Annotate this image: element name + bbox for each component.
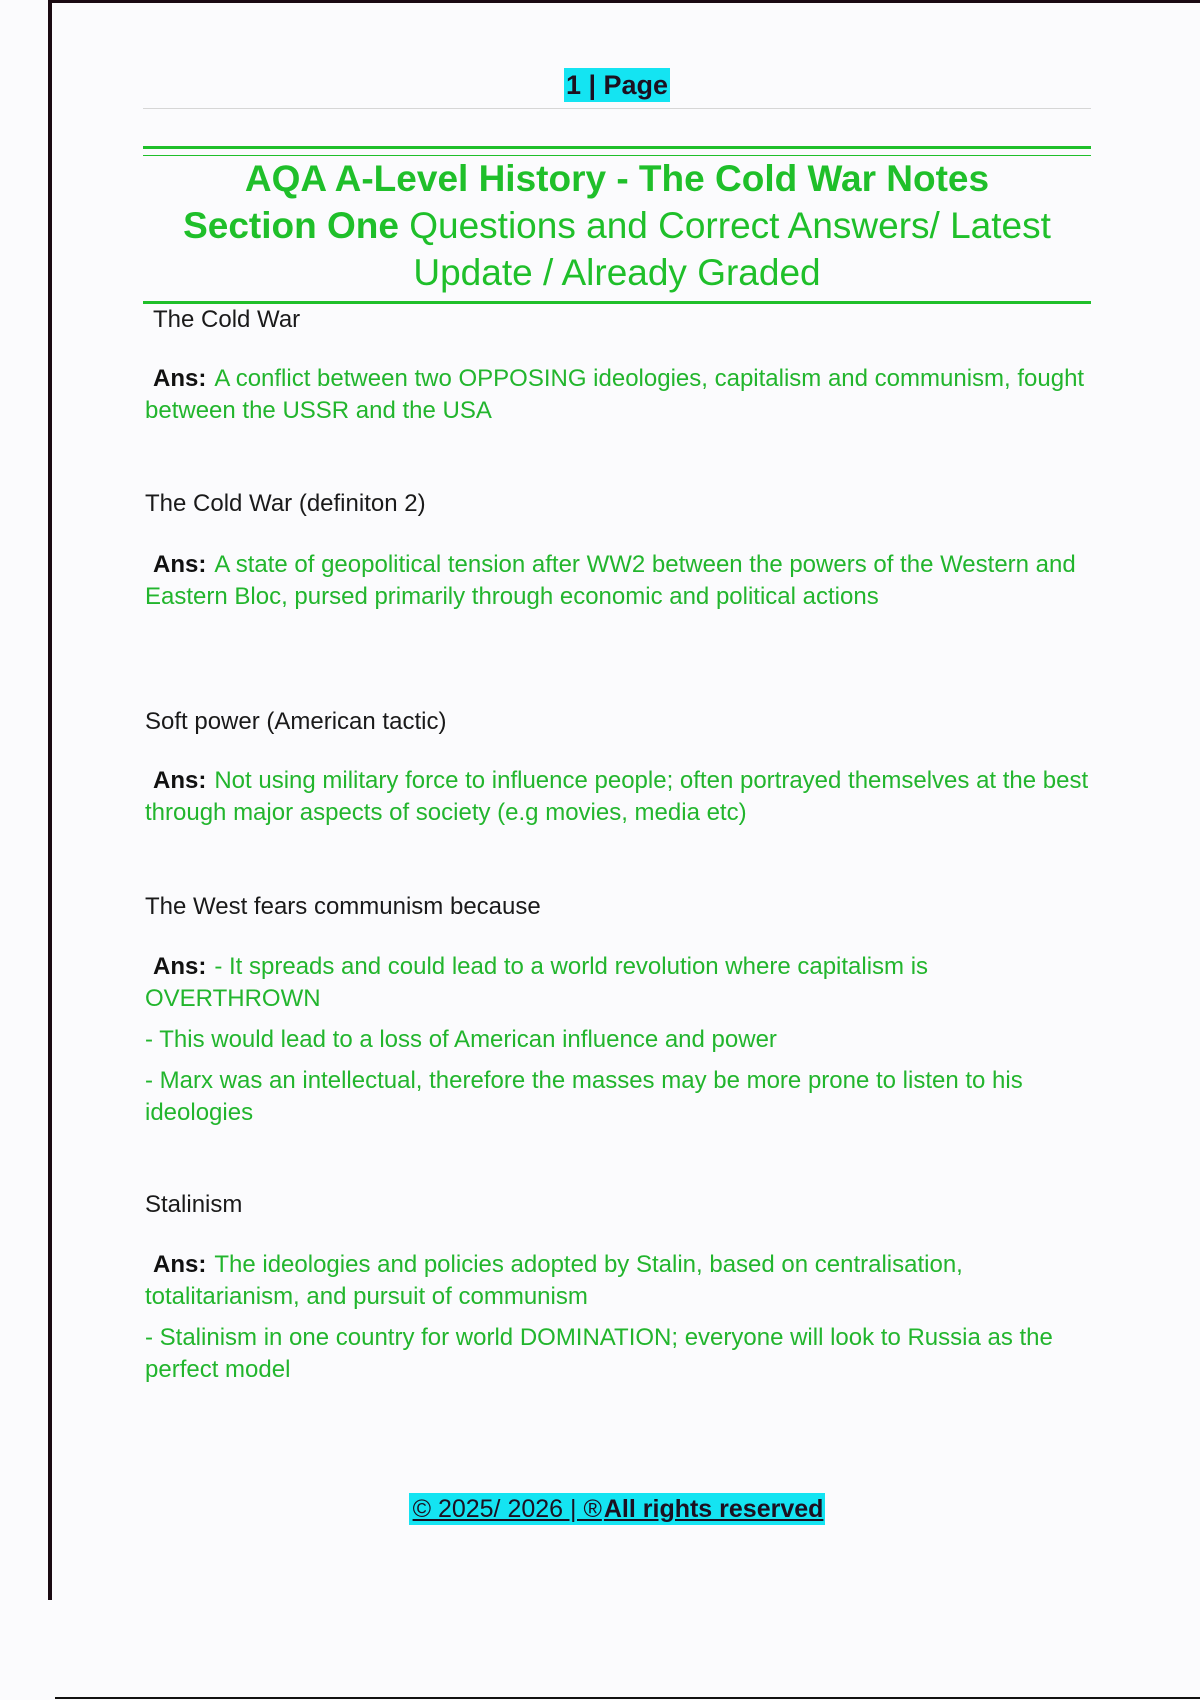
question-3: Soft power (American tactic) bbox=[145, 708, 447, 735]
header-divider bbox=[143, 108, 1091, 109]
page-header bbox=[143, 68, 1091, 102]
answer-4-text-2: - This would lead to a loss of American influence and power bbox=[145, 1026, 777, 1053]
page-footer bbox=[143, 1493, 1091, 1525]
question-1: The Cold War bbox=[153, 306, 301, 333]
copyright-years: © 2025/ 2026 | ® bbox=[412, 1495, 602, 1523]
answer-4-text-1: - It spreads and could lead to a world revolution where capitalism is OVERTHROWN bbox=[145, 953, 929, 1012]
question-5: Stalinism bbox=[145, 1191, 243, 1218]
ans-label: Ans: bbox=[153, 1251, 207, 1278]
answer-1 bbox=[145, 363, 1090, 436]
bottom-divider bbox=[55, 1697, 1200, 1699]
title-section-label: Section One bbox=[183, 205, 399, 246]
answer-3-text: Not using military force to influence people; often portrayed themselves at the best through major aspects of society (e.g movies, media etc) bbox=[145, 767, 1089, 826]
copyright-notice bbox=[409, 1493, 826, 1525]
title-line-1: AQA A-Level History - The Cold War Notes bbox=[244, 158, 990, 199]
answer-3 bbox=[145, 765, 1090, 838]
answer-4-text-3: - Marx was an intellectual, therefore the masses may be more prone to listen to his ideologies bbox=[145, 1067, 1023, 1126]
ans-label: Ans: bbox=[153, 953, 207, 980]
title-line-2 bbox=[143, 202, 1091, 249]
answer-5 bbox=[145, 1249, 1090, 1395]
question-4: The West fears communism because bbox=[145, 893, 541, 920]
answer-5-text-2: - Stalinism in one country for world DOMINATION; everyone will look to Russia as the perfect model bbox=[145, 1324, 1053, 1383]
ans-label: Ans: bbox=[153, 767, 207, 794]
title-line-3: Update / Already Graded bbox=[413, 252, 821, 293]
title-line-2-rest: Questions and Correct Answers/ Latest bbox=[398, 205, 1051, 246]
page-number: 1 | Page bbox=[565, 70, 669, 100]
question-2: The Cold War (definiton 2) bbox=[145, 490, 426, 517]
title-bottom-rule bbox=[143, 301, 1091, 304]
answer-5-text-1: The ideologies and policies adopted by Stalin, based on centralisation, totalitarianism, and pursuit of communism bbox=[145, 1251, 963, 1310]
rights-reserved: All rights reserved bbox=[603, 1495, 824, 1523]
title-top-rule bbox=[143, 146, 1091, 149]
document-title bbox=[143, 155, 1091, 296]
page-top-border bbox=[48, 0, 1200, 3]
ans-label: Ans: bbox=[153, 551, 207, 578]
page-left-border bbox=[48, 0, 52, 1600]
answer-2-text: A state of geopolitical tension after WW2 between the powers of the Western and Eastern Bloc, pursed primarily through economic and political actions bbox=[145, 551, 1076, 610]
answer-1-text: A conflict between two OPPOSING ideologies, capitalism and communism, fought between the USSR and the USA bbox=[145, 365, 1085, 424]
answer-4 bbox=[145, 951, 1090, 1138]
ans-label: Ans: bbox=[153, 365, 207, 392]
answer-2 bbox=[145, 549, 1090, 622]
